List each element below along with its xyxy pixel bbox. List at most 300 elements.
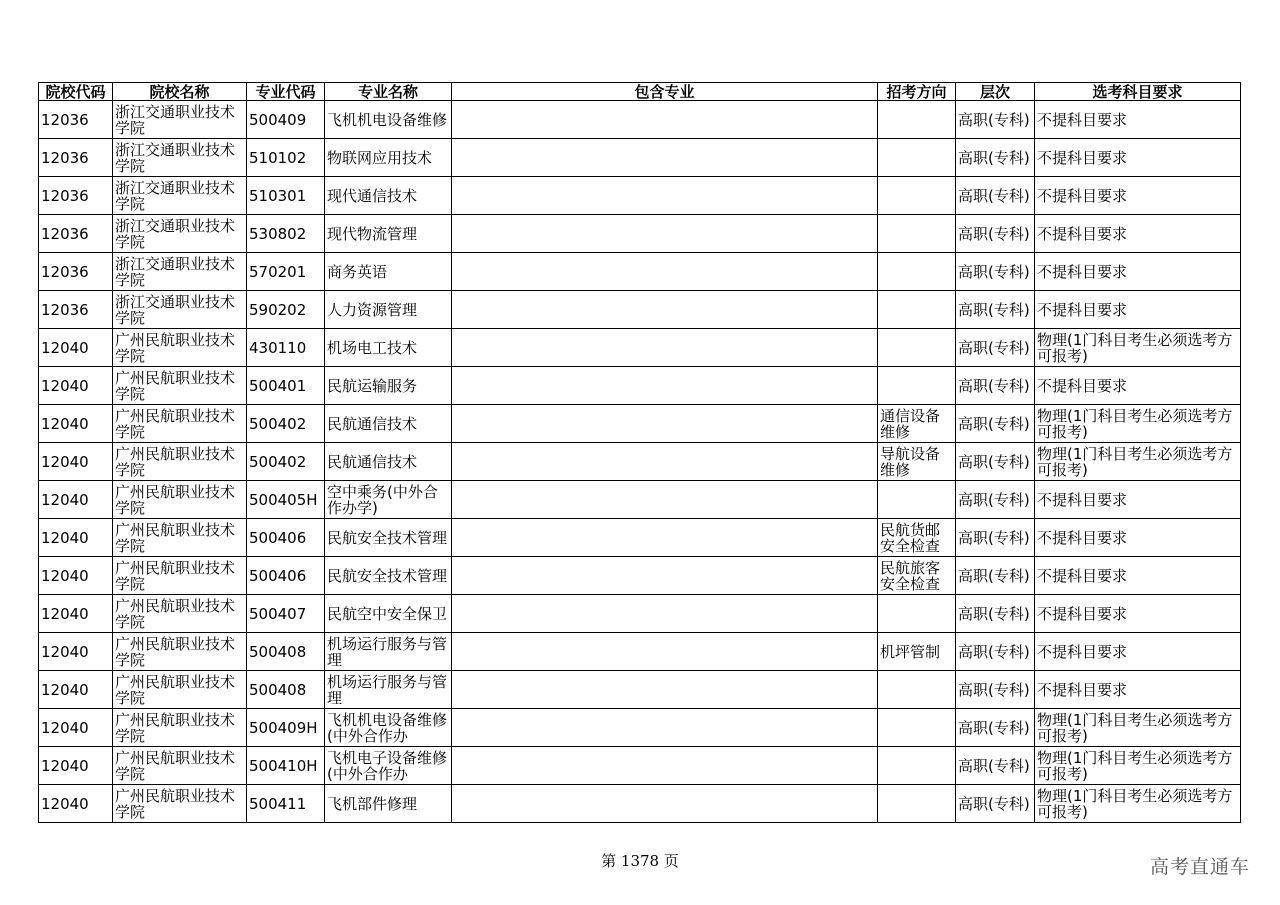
school-code-cell [39,671,113,709]
school-code-cell [39,785,113,823]
major-name-cell [325,709,452,747]
major-name-cell-text: 现代通信技术 [327,187,418,204]
school-name-cell-text: 浙江交通职业技术学院 [115,179,236,212]
subject-requirement-cell-text: 不提科目要求 [1037,263,1128,280]
major-code-cell-text: 430110 [249,339,307,356]
table-row [39,519,1241,557]
major-name-cell [325,671,452,709]
level-cell-text: 高职(专科) [958,415,1030,432]
table-row [39,291,1241,329]
subject-requirement-cell [1035,595,1241,633]
major-code-cell [247,633,325,671]
table-row [39,101,1241,139]
subject-requirement-cell [1035,253,1241,291]
subject-requirement-cell-text: 物理(1门科目考生必须选考方可报考) [1037,711,1233,744]
subject-requirement-cell [1035,405,1241,443]
included-majors-cell [452,101,878,139]
major-code-cell-text: 510301 [249,187,307,204]
included-majors-cell [452,215,878,253]
direction-cell [878,139,956,177]
direction-cell [878,177,956,215]
major-name-cell-text: 空中乘务(中外合作办学) [327,483,438,516]
major-code-cell-text: 500409H [249,719,318,736]
level-cell [956,329,1035,367]
direction-cell-text: 民航货邮安全检查 [880,521,941,554]
school-code-cell [39,443,113,481]
level-cell [956,443,1035,481]
major-name-cell [325,139,452,177]
level-cell-text: 高职(专科) [958,757,1030,774]
school-name-cell [113,785,247,823]
table-row [39,747,1241,785]
major-name-cell-text: 民航空中安全保卫 [327,605,448,622]
school-code-cell [39,215,113,253]
col-header-school-code: 院校代码 [39,83,113,101]
subject-requirement-cell-text: 不提科目要求 [1037,643,1128,660]
major-name-cell-text: 商务英语 [327,263,388,280]
major-name-cell [325,443,452,481]
table-row [39,443,1241,481]
school-code-cell [39,595,113,633]
level-cell-text: 高职(专科) [958,643,1030,660]
subject-requirement-cell [1035,633,1241,671]
level-cell-text: 高职(专科) [958,567,1030,584]
included-majors-cell [452,557,878,595]
major-name-cell [325,519,452,557]
school-code-cell-text: 12040 [41,681,89,698]
major-code-cell [247,215,325,253]
subject-requirement-cell-text: 不提科目要求 [1037,605,1128,622]
level-cell [956,481,1035,519]
major-name-cell [325,215,452,253]
level-cell [956,139,1035,177]
school-name-cell-text: 浙江交通职业技术学院 [115,255,236,288]
school-name-cell-text: 广州民航职业技术学院 [115,673,236,706]
school-code-cell-text: 12040 [41,757,89,774]
school-name-cell-text: 广州民航职业技术学院 [115,787,236,820]
direction-cell [878,253,956,291]
subject-requirement-cell-text: 物理(1门科目考生必须选考方可报考) [1037,331,1233,364]
major-name-cell-text: 民航通信技术 [327,415,418,432]
admissions-table [38,82,1241,823]
school-code-cell-text: 12036 [41,263,89,280]
school-code-cell-text: 12040 [41,643,89,660]
school-code-cell [39,367,113,405]
school-name-cell [113,633,247,671]
subject-requirement-cell-text: 不提科目要求 [1037,491,1128,508]
school-name-cell [113,747,247,785]
col-header-level: 层次 [956,83,1035,101]
major-name-cell-text: 飞机电子设备维修(中外合作办 [327,749,448,782]
level-cell [956,595,1035,633]
direction-cell-text: 通信设备维修 [880,407,941,440]
table-row [39,367,1241,405]
level-cell [956,101,1035,139]
level-cell-text: 高职(专科) [958,187,1030,204]
included-majors-cell [452,443,878,481]
direction-cell [878,519,956,557]
major-code-cell-text: 570201 [249,263,307,280]
direction-cell [878,785,956,823]
major-name-cell-text: 人力资源管理 [327,301,418,318]
school-code-cell-text: 12040 [41,719,89,736]
direction-cell [878,329,956,367]
col-header-direction: 招考方向 [878,83,956,101]
major-name-cell [325,557,452,595]
level-cell-text: 高职(专科) [958,795,1030,812]
subject-requirement-cell-text: 不提科目要求 [1037,149,1128,166]
subject-requirement-cell [1035,139,1241,177]
school-name-cell-text: 浙江交通职业技术学院 [115,217,236,250]
school-name-cell [113,291,247,329]
major-name-cell [325,747,452,785]
school-code-cell [39,405,113,443]
level-cell [956,671,1035,709]
major-name-cell-text: 机场运行服务与管理 [327,673,448,706]
major-name-cell [325,785,452,823]
school-name-cell-text: 浙江交通职业技术学院 [115,103,236,136]
included-majors-cell [452,139,878,177]
included-majors-cell [452,405,878,443]
school-name-cell [113,329,247,367]
included-majors-cell [452,329,878,367]
major-name-cell-text: 飞机机电设备维修(中外合作办 [327,711,448,744]
subject-requirement-cell-text: 物理(1门科目考生必须选考方可报考) [1037,787,1233,820]
school-code-cell [39,747,113,785]
col-header-subject-requirement: 选考科目要求 [1035,83,1241,101]
major-name-cell-text: 民航通信技术 [327,453,418,470]
level-cell [956,215,1035,253]
direction-cell [878,405,956,443]
school-code-cell [39,633,113,671]
col-header-school-name: 院校名称 [113,83,247,101]
level-cell-text: 高职(专科) [958,605,1030,622]
school-code-cell [39,329,113,367]
col-header-major-name: 专业名称 [325,83,452,101]
major-code-cell-text: 500401 [249,377,307,394]
major-code-cell [247,747,325,785]
major-code-cell-text: 500408 [249,681,307,698]
major-code-cell [247,329,325,367]
table-row [39,633,1241,671]
subject-requirement-cell [1035,671,1241,709]
direction-cell-text: 机坪管制 [880,643,941,660]
direction-cell [878,443,956,481]
level-cell [956,633,1035,671]
direction-cell [878,101,956,139]
major-code-cell [247,253,325,291]
subject-requirement-cell-text: 不提科目要求 [1037,301,1128,318]
table-row [39,557,1241,595]
school-code-cell-text: 12040 [41,491,89,508]
included-majors-cell [452,519,878,557]
table-row [39,253,1241,291]
school-code-cell [39,177,113,215]
subject-requirement-cell [1035,747,1241,785]
included-majors-cell [452,671,878,709]
major-name-cell-text: 民航安全技术管理 [327,567,448,584]
school-name-cell-text: 广州民航职业技术学院 [115,749,236,782]
subject-requirement-cell-text: 不提科目要求 [1037,681,1128,698]
major-code-cell-text: 530802 [249,225,307,242]
col-header-major-code: 专业代码 [247,83,325,101]
major-name-cell [325,405,452,443]
school-name-cell [113,443,247,481]
level-cell-text: 高职(专科) [958,149,1030,166]
major-code-cell-text: 590202 [249,301,307,318]
included-majors-cell [452,785,878,823]
school-code-cell [39,291,113,329]
table-row [39,139,1241,177]
subject-requirement-cell-text: 不提科目要求 [1037,377,1128,394]
subject-requirement-cell-text: 物理(1门科目考生必须选考方可报考) [1037,407,1233,440]
subject-requirement-cell [1035,101,1241,139]
school-name-cell [113,481,247,519]
subject-requirement-cell-text: 不提科目要求 [1037,187,1128,204]
major-code-cell [247,709,325,747]
subject-requirement-cell-text: 不提科目要求 [1037,225,1128,242]
school-code-cell [39,519,113,557]
page-number: 第 1378 页 [601,852,679,870]
major-name-cell [325,291,452,329]
table-row [39,671,1241,709]
direction-cell [878,215,956,253]
subject-requirement-cell-text: 不提科目要求 [1037,111,1128,128]
table-row [39,215,1241,253]
level-cell [956,253,1035,291]
subject-requirement-cell [1035,557,1241,595]
school-code-cell-text: 12036 [41,187,89,204]
level-cell [956,405,1035,443]
level-cell [956,709,1035,747]
level-cell [956,519,1035,557]
major-name-cell [325,101,452,139]
included-majors-cell [452,367,878,405]
major-code-cell-text: 500405H [249,491,318,508]
major-name-cell [325,329,452,367]
level-cell-text: 高职(专科) [958,301,1030,318]
table-row [39,405,1241,443]
direction-cell-text: 导航设备维修 [880,445,941,478]
major-name-cell-text: 机场电工技术 [327,339,418,356]
major-name-cell-text: 现代物流管理 [327,225,418,242]
school-name-cell [113,253,247,291]
direction-cell [878,633,956,671]
school-code-cell [39,709,113,747]
direction-cell [878,671,956,709]
school-name-cell [113,671,247,709]
major-name-cell [325,481,452,519]
school-name-cell [113,557,247,595]
major-name-cell-text: 飞机机电设备维修 [327,111,448,128]
subject-requirement-cell [1035,443,1241,481]
school-code-cell-text: 12040 [41,377,89,394]
direction-cell [878,747,956,785]
school-name-cell-text: 广州民航职业技术学院 [115,521,236,554]
school-code-cell-text: 12036 [41,301,89,318]
school-code-cell-text: 12040 [41,339,89,356]
major-code-cell-text: 500406 [249,567,307,584]
included-majors-cell [452,709,878,747]
subject-requirement-cell-text: 物理(1门科目考生必须选考方可报考) [1037,445,1233,478]
major-code-cell-text: 500409 [249,111,307,128]
subject-requirement-cell-text: 物理(1门科目考生必须选考方可报考) [1037,749,1233,782]
school-name-cell-text: 广州民航职业技术学院 [115,445,236,478]
level-cell [956,367,1035,405]
school-code-cell-text: 12040 [41,795,89,812]
major-name-cell [325,595,452,633]
major-code-cell-text: 500410H [249,757,318,774]
school-name-cell-text: 广州民航职业技术学院 [115,331,236,364]
direction-cell [878,557,956,595]
included-majors-cell [452,481,878,519]
subject-requirement-cell [1035,709,1241,747]
school-name-cell-text: 广州民航职业技术学院 [115,635,236,668]
level-cell-text: 高职(专科) [958,339,1030,356]
major-name-cell-text: 民航运输服务 [327,377,418,394]
subject-requirement-cell [1035,519,1241,557]
major-code-cell [247,367,325,405]
school-code-cell-text: 12040 [41,605,89,622]
major-code-cell-text: 500407 [249,605,307,622]
major-code-cell [247,291,325,329]
school-code-cell [39,557,113,595]
major-code-cell [247,443,325,481]
table-row [39,785,1241,823]
major-name-cell [325,633,452,671]
school-name-cell-text: 广州民航职业技术学院 [115,597,236,630]
subject-requirement-cell [1035,785,1241,823]
major-code-cell-text: 500411 [249,795,307,812]
major-code-cell [247,671,325,709]
major-name-cell-text: 飞机部件修理 [327,795,418,812]
level-cell-text: 高职(专科) [958,491,1030,508]
table-row [39,595,1241,633]
level-cell [956,291,1035,329]
direction-cell [878,709,956,747]
school-name-cell-text: 广州民航职业技术学院 [115,559,236,592]
major-code-cell [247,405,325,443]
included-majors-cell [452,177,878,215]
direction-cell [878,367,956,405]
school-code-cell-text: 12036 [41,111,89,128]
major-name-cell-text: 物联网应用技术 [327,149,433,166]
major-code-cell [247,595,325,633]
school-name-cell [113,709,247,747]
subject-requirement-cell-text: 不提科目要求 [1037,567,1128,584]
table-row [39,177,1241,215]
school-name-cell [113,519,247,557]
school-name-cell [113,215,247,253]
school-name-cell-text: 广州民航职业技术学院 [115,407,236,440]
major-code-cell-text: 500406 [249,529,307,546]
major-code-cell-text: 500402 [249,453,307,470]
school-code-cell [39,101,113,139]
major-name-cell [325,177,452,215]
school-code-cell-text: 12040 [41,415,89,432]
level-cell-text: 高职(专科) [958,263,1030,280]
subject-requirement-cell [1035,177,1241,215]
school-code-cell-text: 12040 [41,567,89,584]
subject-requirement-cell [1035,215,1241,253]
included-majors-cell [452,747,878,785]
subject-requirement-cell [1035,291,1241,329]
subject-requirement-cell [1035,481,1241,519]
school-code-cell-text: 12036 [41,225,89,242]
level-cell [956,177,1035,215]
level-cell-text: 高职(专科) [958,681,1030,698]
school-code-cell-text: 12040 [41,529,89,546]
major-code-cell [247,101,325,139]
major-code-cell-text: 500408 [249,643,307,660]
school-name-cell-text: 广州民航职业技术学院 [115,711,236,744]
header-row [39,83,1241,101]
major-code-cell [247,139,325,177]
subject-requirement-cell [1035,367,1241,405]
level-cell-text: 高职(专科) [958,377,1030,394]
level-cell-text: 高职(专科) [958,719,1030,736]
table-row [39,481,1241,519]
major-code-cell [247,785,325,823]
major-code-cell [247,519,325,557]
major-name-cell [325,367,452,405]
school-name-cell [113,367,247,405]
school-name-cell [113,405,247,443]
level-cell-text: 高职(专科) [958,225,1030,242]
included-majors-cell [452,633,878,671]
school-code-cell [39,481,113,519]
subject-requirement-cell [1035,329,1241,367]
included-majors-cell [452,253,878,291]
table-row [39,709,1241,747]
major-code-cell [247,481,325,519]
level-cell [956,557,1035,595]
school-name-cell-text: 广州民航职业技术学院 [115,369,236,402]
watermark-text: 高考直通车 [1149,856,1250,878]
school-name-cell-text: 广州民航职业技术学院 [115,483,236,516]
major-code-cell-text: 500402 [249,415,307,432]
subject-requirement-cell-text: 不提科目要求 [1037,529,1128,546]
school-code-cell [39,139,113,177]
direction-cell [878,481,956,519]
school-name-cell [113,595,247,633]
level-cell [956,785,1035,823]
major-code-cell [247,177,325,215]
school-name-cell [113,177,247,215]
included-majors-cell [452,291,878,329]
school-name-cell-text: 浙江交通职业技术学院 [115,141,236,174]
school-name-cell [113,139,247,177]
major-code-cell [247,557,325,595]
school-code-cell-text: 12036 [41,149,89,166]
school-code-cell [39,253,113,291]
col-header-included-majors: 包含专业 [452,83,878,101]
table-row [39,329,1241,367]
level-cell-text: 高职(专科) [958,111,1030,128]
level-cell [956,747,1035,785]
direction-cell [878,595,956,633]
direction-cell-text: 民航旅客安全检查 [880,559,941,592]
school-name-cell-text: 浙江交通职业技术学院 [115,293,236,326]
major-name-cell-text: 机场运行服务与管理 [327,635,448,668]
direction-cell [878,291,956,329]
level-cell-text: 高职(专科) [958,453,1030,470]
level-cell-text: 高职(专科) [958,529,1030,546]
major-code-cell-text: 510102 [249,149,307,166]
major-name-cell [325,253,452,291]
major-name-cell-text: 民航安全技术管理 [327,529,448,546]
school-code-cell-text: 12040 [41,453,89,470]
